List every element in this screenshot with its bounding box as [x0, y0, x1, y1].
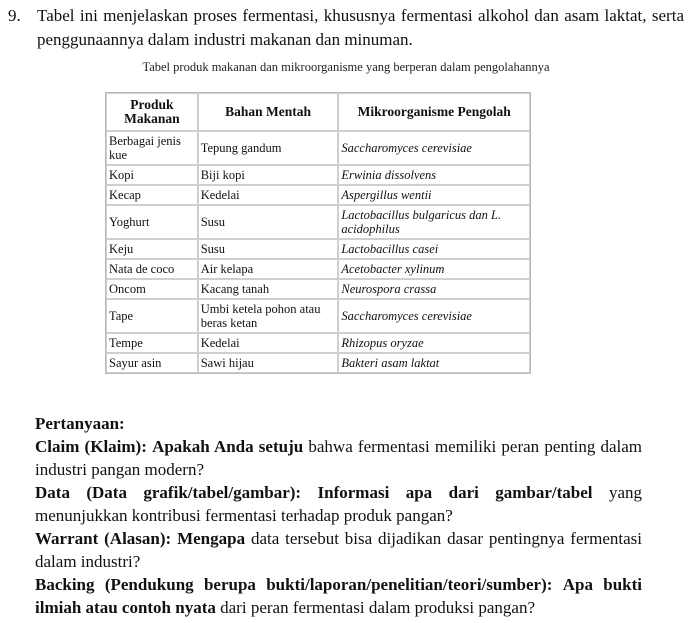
product-table — [105, 92, 531, 374]
cell-material: Tepung gandum — [198, 131, 339, 165]
cell-material: Susu — [198, 205, 339, 239]
prompt-emphasis: Mengapa — [177, 529, 246, 548]
prompt-claim — [35, 435, 642, 481]
cell-microorganism: Acetobacter xylinum — [338, 259, 530, 279]
cell-microorganism: Neurospora crassa — [338, 279, 530, 299]
question-number: 9. — [8, 6, 21, 25]
prompt-emphasis: Informasi apa dari gambar/tabel — [317, 483, 593, 502]
cell-microorganism: Saccharomyces cerevisiae — [338, 131, 530, 165]
question-header — [8, 4, 684, 52]
prompt-label: Data (Data grafik/tabel/gambar): — [35, 483, 302, 502]
header-produk: Produk Makanan — [106, 93, 198, 131]
prompt-text: bahwa fermentasi memiliki peran penting dalam industri pangan modern? — [35, 437, 643, 479]
table-row — [106, 353, 530, 373]
cell-material: Air kelapa — [198, 259, 339, 279]
table-row — [106, 185, 530, 205]
prompt-text: dari peran fermentasi dalam produksi pangan? — [220, 598, 535, 617]
cell-material: Kedelai — [198, 333, 339, 353]
prompt-data — [35, 481, 642, 527]
cell-microorganism: Bakteri asam laktat — [338, 353, 530, 373]
cell-material: Kacang tanah — [198, 279, 339, 299]
cell-microorganism: Aspergillus wentii — [338, 185, 530, 205]
cell-microorganism: Lactobacillus casei — [338, 239, 530, 259]
cell-material: Sawi hijau — [198, 353, 339, 373]
cell-product: Oncom — [106, 279, 198, 299]
prompt-text: data tersebut bisa dijadikan dasar pentingnya fermentasi dalam industri? — [35, 529, 643, 571]
prompt-backing — [35, 573, 642, 619]
cell-material: Biji kopi — [198, 165, 339, 185]
cell-product: Kopi — [106, 165, 198, 185]
cell-product: Tempe — [106, 333, 198, 353]
table-row — [106, 205, 530, 239]
table-row — [106, 131, 530, 165]
question-text: Tabel ini menjelaskan proses fermentasi, khususnya fermentasi alkohol dan asam laktat, serta penggunaannya dalam industri makanan dan minuman. — [37, 6, 684, 49]
table-row — [106, 279, 530, 299]
questions-section — [35, 412, 642, 619]
questions-heading: Pertanyaan: — [35, 414, 125, 433]
prompt-emphasis: Apa bukti ilmiah atau contoh nyata — [35, 575, 643, 617]
prompt-text: yang menunjukkan kontribusi fermentasi terhadap produk pangan? — [35, 483, 643, 525]
cell-material: Kedelai — [198, 185, 339, 205]
cell-product: Sayur asin — [106, 353, 198, 373]
cell-product: Keju — [106, 239, 198, 259]
header-mikroorganisme: Mikroorganisme Pengolah — [338, 93, 530, 131]
cell-product: Kecap — [106, 185, 198, 205]
table-row — [106, 333, 530, 353]
table-row — [106, 299, 530, 333]
cell-product: Yoghurt — [106, 205, 198, 239]
table-row — [106, 165, 530, 185]
table-caption: Tabel produk makanan dan mikroorganisme yang berperan dalam pengolahannya — [142, 60, 550, 74]
prompt-warrant — [35, 527, 642, 573]
prompt-label: Claim (Klaim): — [35, 437, 147, 456]
cell-microorganism: Erwinia dissolvens — [338, 165, 530, 185]
cell-product: Nata de coco — [106, 259, 198, 279]
cell-material: Umbi ketela pohon atau beras ketan — [198, 299, 339, 333]
table-row — [106, 239, 530, 259]
cell-microorganism: Saccharomyces cerevisiae — [338, 299, 530, 333]
cell-microorganism: Rhizopus oryzae — [338, 333, 530, 353]
table-row — [106, 259, 530, 279]
cell-microorganism: Lactobacillus bulgaricus dan L. acidophilus — [338, 205, 530, 239]
table-header-row — [106, 93, 530, 131]
prompt-emphasis: Apakah Anda setuju — [152, 437, 304, 456]
cell-product: Berbagai jenis kue — [106, 131, 198, 165]
prompt-label: Backing (Pendukung berupa bukti/laporan/penelitian/teori/sumber): — [35, 575, 553, 594]
cell-product: Tape — [106, 299, 198, 333]
prompt-label: Warrant (Alasan): — [35, 529, 172, 548]
cell-material: Susu — [198, 239, 339, 259]
header-bahan: Bahan Mentah — [198, 93, 339, 131]
